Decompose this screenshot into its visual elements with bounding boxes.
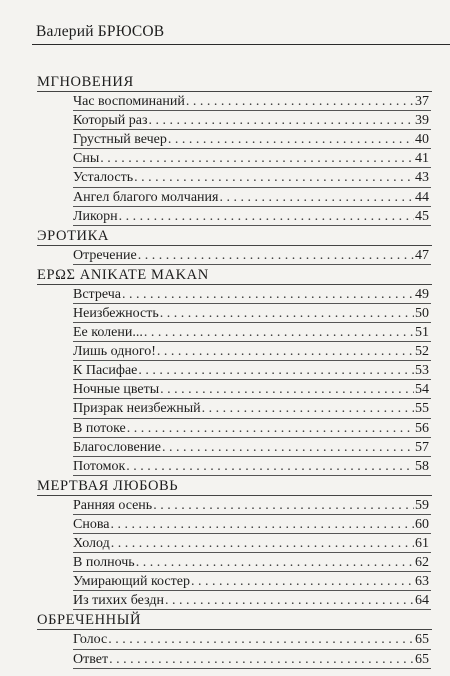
dot-leader (168, 130, 414, 149)
entry-title: Умирающий костер (73, 574, 190, 590)
entry-page-number: 62 (415, 555, 429, 571)
dot-leader (191, 572, 414, 591)
entry-title: Снова (73, 516, 110, 532)
entry-page-number: 63 (415, 574, 429, 590)
dot-leader (186, 92, 414, 111)
dot-leader (160, 304, 414, 323)
entry-page-number: 47 (415, 247, 429, 263)
entry-rule (73, 609, 431, 610)
entry-page-number: 56 (415, 420, 429, 436)
entry-title: Ее колени... (73, 325, 143, 340)
toc-entry[interactable] (73, 572, 429, 591)
entry-page-number: 58 (415, 458, 429, 474)
entry-title: Благословение (73, 439, 161, 455)
entry-page-number: 49 (415, 286, 429, 302)
entry-page-number: 40 (415, 132, 429, 148)
dot-leader (100, 149, 414, 168)
entry-rule (73, 225, 431, 226)
header-rule (32, 44, 450, 45)
dot-leader (160, 380, 414, 399)
dot-leader (144, 323, 414, 342)
dot-leader (111, 534, 414, 553)
entry-title: Ранняя осень (73, 497, 153, 513)
entry-title: Из тихих бездн (73, 593, 164, 609)
toc-entry[interactable] (73, 111, 429, 130)
toc-entry[interactable] (73, 438, 429, 457)
entry-title: Который раз (73, 113, 148, 129)
dot-leader (108, 630, 414, 649)
entry-title: Ночные цветы (73, 382, 160, 398)
entry-rule (73, 475, 431, 476)
entry-page-number: 50 (415, 305, 429, 321)
toc-entry[interactable] (73, 304, 429, 323)
toc-entry[interactable] (73, 361, 429, 380)
entry-rule (73, 264, 431, 265)
dot-leader (134, 168, 414, 187)
entry-page-number: 37 (415, 94, 429, 109)
entry-page-number: 55 (415, 401, 429, 417)
toc-entry[interactable] (73, 534, 429, 553)
entry-page-number: 45 (415, 208, 429, 224)
entry-page-number: 65 (415, 651, 429, 667)
dot-leader (165, 591, 414, 610)
entry-page-number: 52 (415, 344, 429, 360)
dot-leader (119, 207, 414, 226)
entry-title: Голос (73, 632, 108, 648)
entry-title: В потоке (73, 420, 126, 436)
entry-title: Отречение (73, 247, 137, 263)
toc-entry[interactable] (73, 342, 429, 361)
dot-leader (110, 515, 414, 534)
entry-title: Сны (73, 151, 100, 167)
toc-entry[interactable] (73, 591, 429, 610)
running-header: Валерий БРЮСОВ (36, 23, 165, 40)
toc-entry[interactable] (73, 168, 429, 187)
entry-title: Ангел благого молчания (73, 189, 219, 205)
toc-entry[interactable] (73, 650, 429, 669)
entry-title: Усталость (73, 170, 134, 186)
dot-leader (138, 246, 414, 265)
dot-leader (153, 496, 414, 515)
section-heading: МЕРТВАЯ ЛЮБОВЬ (37, 477, 179, 494)
toc-entry[interactable] (73, 149, 429, 168)
entry-page-number: 60 (415, 516, 429, 532)
toc-entry[interactable] (73, 323, 429, 342)
entry-title: Неизбежность (73, 305, 159, 321)
toc-entry[interactable] (73, 92, 429, 111)
section-heading: ΕΡΩΣ ANIKATE MAKAN (37, 266, 209, 283)
toc-entry[interactable] (73, 457, 429, 476)
toc-entry[interactable] (73, 419, 429, 438)
entry-page-number: 44 (415, 189, 429, 205)
toc-entry[interactable] (73, 399, 429, 418)
dot-leader (127, 419, 414, 438)
dot-leader (136, 553, 414, 572)
dot-leader (157, 342, 414, 361)
entry-page-number: 54 (415, 382, 429, 398)
toc-entry[interactable] (73, 207, 429, 226)
dot-leader (202, 399, 414, 418)
entry-page-number: 65 (415, 632, 429, 648)
dot-leader (109, 650, 414, 669)
entry-title: Ответ (73, 651, 109, 667)
entry-title: К Пасифае (73, 363, 138, 379)
section-heading: МГНОВЕНИЯ (37, 74, 134, 90)
entry-title: Призрак неизбежный (73, 401, 201, 417)
toc-entry[interactable] (73, 188, 429, 207)
section-heading: ОБРЕЧЕННЫЙ (37, 612, 142, 629)
entry-title: В полночь (73, 555, 135, 571)
entry-page-number: 64 (415, 593, 429, 609)
entry-rule (73, 668, 431, 669)
toc-entry[interactable] (73, 285, 429, 304)
entry-page-number: 61 (415, 536, 429, 551)
toc-entry[interactable] (73, 515, 429, 534)
entry-title: Потомок (73, 458, 126, 474)
dot-leader (138, 361, 414, 380)
entry-page-number: 51 (415, 325, 429, 340)
entry-title: Ликорн (73, 208, 118, 224)
dot-leader (219, 188, 414, 207)
toc-entry[interactable] (73, 130, 429, 149)
toc-entry[interactable] (73, 380, 429, 399)
dot-leader (126, 457, 414, 476)
dot-leader (149, 111, 414, 130)
entry-page-number: 59 (415, 497, 429, 513)
entry-page-number: 39 (415, 113, 429, 129)
entry-title: Холод (73, 536, 110, 551)
entry-page-number: 41 (415, 151, 429, 167)
entry-page-number: 53 (415, 363, 429, 379)
entry-title: Лишь одного! (73, 344, 156, 360)
toc-entry[interactable] (73, 553, 429, 572)
dot-leader (162, 438, 414, 457)
section-heading: ЭРОТИКА (37, 227, 109, 244)
entry-title: Грустный вечер (73, 132, 167, 148)
dot-leader (122, 285, 414, 304)
entry-title: Час воспоминаний (73, 94, 185, 109)
entry-page-number: 43 (415, 170, 429, 186)
entry-title: Встреча (73, 286, 121, 302)
toc-entry[interactable] (73, 496, 429, 515)
toc-entry[interactable] (73, 246, 429, 265)
toc-entry[interactable] (73, 630, 429, 649)
entry-page-number: 57 (415, 439, 429, 455)
